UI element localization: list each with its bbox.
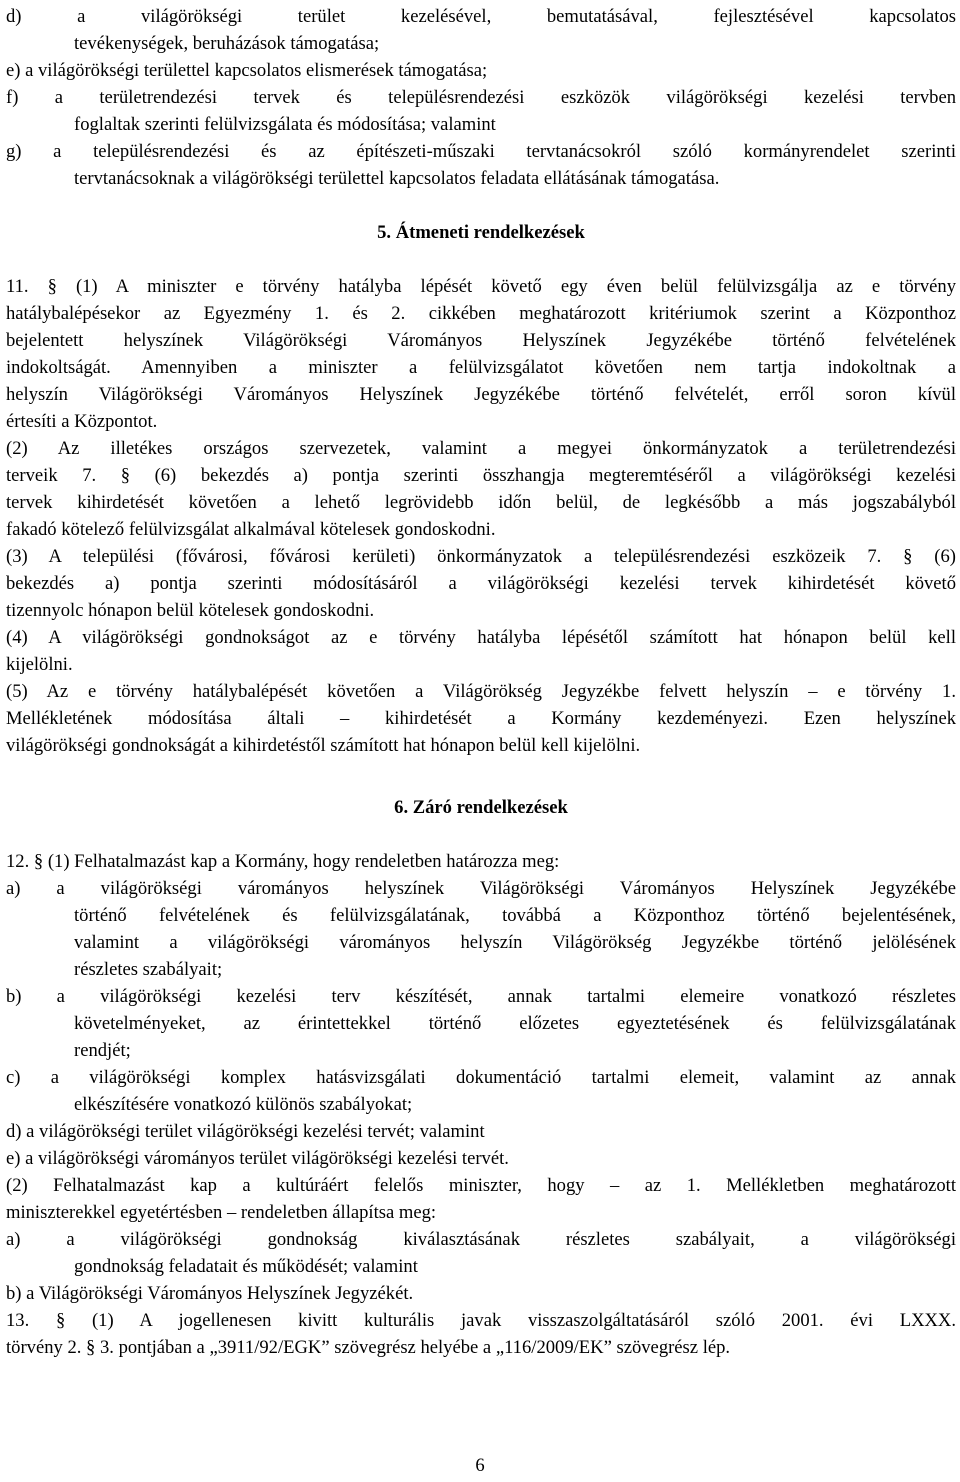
text-line: részletes szabályait;: [74, 959, 223, 980]
text-line: f) a területrendezési tervek és településrendezési eszközök világörökségi kezelési tervben: [6, 87, 956, 108]
text-line: törvény 2. § 3. pontjában a „3911/92/EGK” szövegrész helyébe a „116/2009/EK” szövegrész lép.: [6, 1337, 731, 1358]
text-line: rendjét;: [74, 1040, 131, 1061]
text-line: értesíti a Központot.: [6, 411, 158, 432]
text-line: helyszín Világörökségi Várományos Helyszínek Jegyzékébe történő felvételét, erről soron kívül: [6, 384, 956, 405]
text-line: (2) Az illetékes országos szervezetek, valamint a megyei önkormányzatok a területrendezési: [6, 438, 956, 459]
text-line: d) a világörökségi terület világörökségi kezelési tervét; valamint: [6, 1121, 485, 1142]
text-line: (3) A települési (fővárosi, fővárosi kerületi) önkormányzatok a településrendezési eszközeik 7. § (6): [6, 546, 956, 567]
text-line: világörökségi gondnokságát a kihirdetéstől számított hat hónapon belül kell kijelölni.: [6, 735, 641, 756]
text-line: d) a világörökségi terület kezelésével, bemutatásával, fejlesztésével kapcsolatos: [6, 6, 956, 27]
section-heading: 6. Záró rendelkezések: [394, 797, 568, 818]
text-line: foglaltak szerinti felülvizsgálata és módosítása; valamint: [74, 114, 496, 135]
text-line: b) a világörökségi kezelési terv készítését, annak tartalmi elemeire vonatkozó részletes: [6, 986, 956, 1007]
text-line: elkészítésére vonatkozó különös szabályokat;: [74, 1094, 413, 1115]
text-line: bejelentett helyszínek Világörökségi Várományos Helyszínek Jegyzékébe történő felvételének: [6, 330, 956, 351]
text-line: gondnokság feladatait és működését; valamint: [74, 1256, 418, 1277]
text-line: (4) A világörökségi gondnokságot az e törvény hatályba lépésétől számított hat hónapon belül kell: [6, 627, 956, 648]
text-line: a) a világörökségi várományos helyszínek Világörökségi Várományos Helyszínek Jegyzékébe: [6, 878, 956, 899]
text-line: e) a világörökségi területtel kapcsolatos elismerések támogatása;: [6, 60, 488, 81]
text-line: (2) Felhatalmazást kap a kultúráért felelős miniszter, hogy – az 1. Mellékletben meghatározott: [6, 1175, 956, 1196]
text-line: (5) Az e törvény hatálybalépését követően a Világörökség Jegyzékbe felvett helyszín – e törvény 1.: [6, 681, 956, 702]
text-line: a) a világörökségi gondnokság kiválasztásának részletes szabályait, a világörökségi: [6, 1229, 956, 1250]
text-line: g) a településrendezési és az építészeti-műszaki tervtanácsokról szóló kormányrendelet szerinti: [6, 141, 956, 162]
text-line: történő felvételének és felülvizsgálatának, továbbá a Központhoz történő bejelentésének,: [74, 905, 956, 926]
text-line: miniszterekkel egyetértésben – rendeletben állapítsa meg:: [6, 1202, 437, 1223]
section-heading: 5. Átmeneti rendelkezések: [377, 222, 585, 243]
text-line: Mellékletének módosítása általi – kihirdetését a Kormány kezdeményezi. Ezen helyszínek: [6, 708, 956, 729]
text-line: kijelölni.: [6, 654, 73, 675]
text-line: indokoltságát. Amennyiben a miniszter a felülvizsgálatot követően nem tartja indokoltnak a: [6, 357, 956, 378]
text-line: fakadó kötelező felülvizsgálat alkalmával kötelesek gondoskodni.: [6, 519, 496, 540]
text-line: bekezdés a) pontja szerinti módosításáról a világörökségi kezelési tervek kihirdetését követő: [6, 573, 956, 594]
text-line: tervek kihirdetését követően a lehető legrövidebb időn belül, de legkésőbb a más jogszabályból: [6, 492, 956, 513]
text-line: e) a világörökségi várományos terület világörökségi kezelési tervét.: [6, 1148, 509, 1169]
text-line: terveik 7. § (6) bekezdés a) pontja szerinti összhangja megteremtéséről a világörökségi kezelési: [6, 465, 956, 486]
text-line: valamint a világörökségi várományos helyszín Világörökség Jegyzékbe történő jelölésének: [74, 932, 956, 953]
text-line: követelményeket, az érintettekkel történő előzetes egyeztetésének és felülvizsgálatának: [74, 1013, 956, 1034]
text-line: c) a világörökségi komplex hatásvizsgálati dokumentáció tartalmi elemeit, valamint az annak: [6, 1067, 956, 1088]
text-line: 11. § (1) A miniszter e törvény hatályba lépését követő egy éven belül felülvizsgálja az e törvény: [6, 276, 956, 297]
text-line: hatálybalépésekor az Egyezmény 1. és 2. cikkében meghatározott kritériumok szerint a Központhoz: [6, 303, 956, 324]
page-number: 6: [475, 1455, 485, 1476]
text-line: tizennyolc hónapon belül kötelesek gondoskodni.: [6, 600, 375, 621]
text-line: b) a Világörökségi Várományos Helyszínek Jegyzékét.: [6, 1283, 414, 1304]
text-line: tervtanácsoknak a világörökségi területtel kapcsolatos feladata ellátásának támogatása.: [74, 168, 720, 189]
text-line: 12. § (1) Felhatalmazást kap a Kormány, hogy rendeletben határozza meg:: [6, 851, 560, 872]
text-line: 13. § (1) A jogellenesen kivitt kulturális javak visszaszolgáltatásáról szóló 2001. évi LXXX.: [6, 1310, 956, 1331]
text-line: tevékenységek, beruházások támogatása;: [74, 33, 380, 54]
